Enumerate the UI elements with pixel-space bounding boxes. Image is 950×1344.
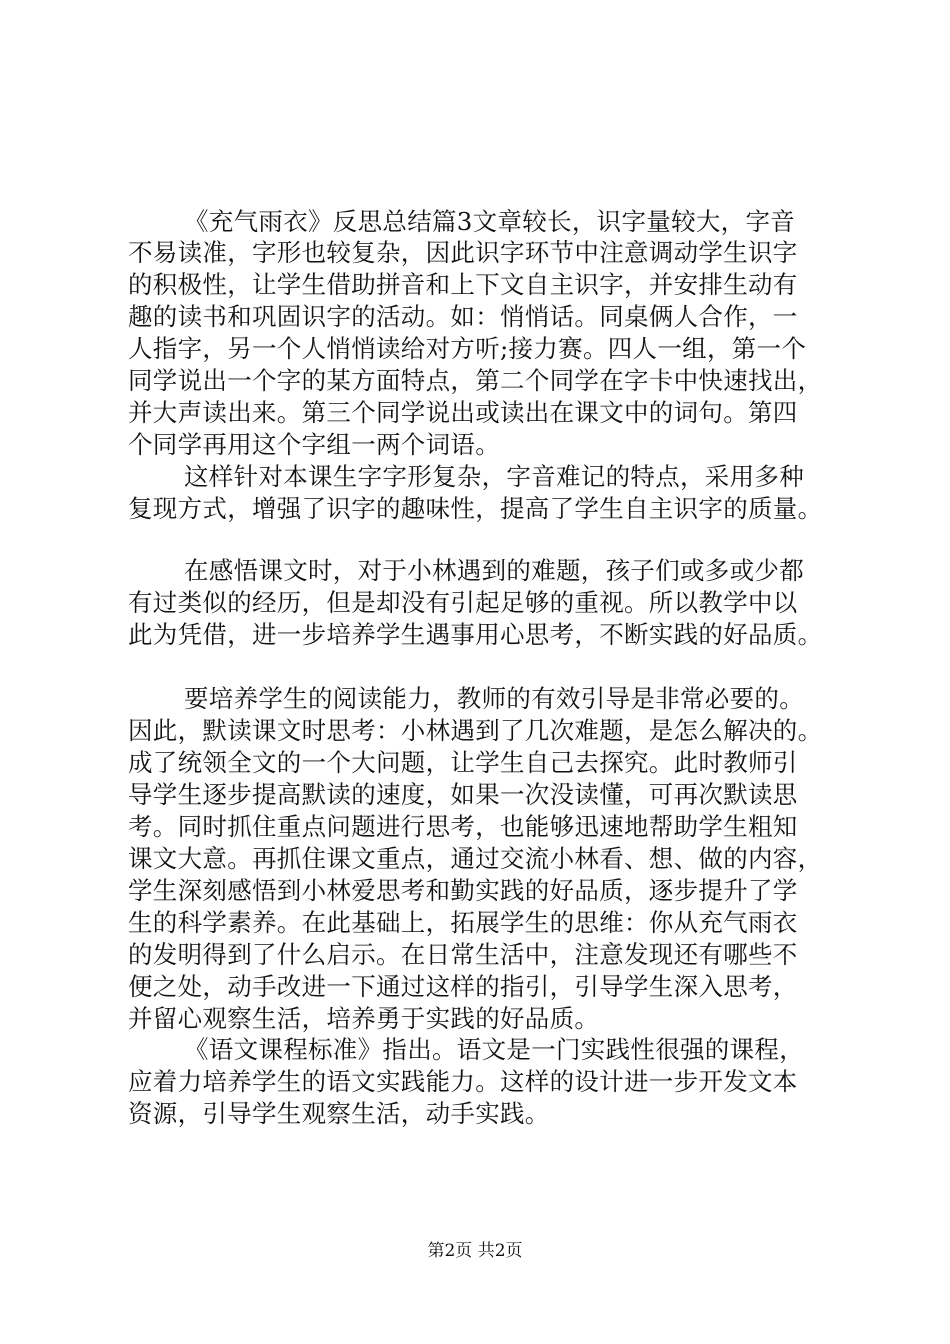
text-line: 个同学再用这个字组一两个词语。 [128, 430, 500, 459]
text-line: 并留心观察生活，培养勇于实践的好品质。 [128, 1004, 600, 1033]
text-line: 并大声读出来。第三个同学说出或读出在课文中的词句。第四 [128, 398, 798, 427]
text-line: 这样针对本课生字字形复杂，字音难记的特点，采用多种 [184, 462, 804, 491]
text-line: 学生深刻感悟到小林爱思考和勤实践的好品质，逐步提升了学 [128, 876, 798, 905]
text-line: 《语文课程标准》指出。语文是一门实践性很强的课程， [184, 1035, 804, 1064]
text-line: 不易读准，字形也较复杂，因此识字环节中注意调动学生识字 [128, 238, 798, 267]
text-line: 的发明得到了什么启示。在日常生活中，注意发现还有哪些不 [128, 940, 798, 969]
text-line: 导学生逐步提高默读的速度，如果一次没读懂，可再次默读思 [128, 780, 798, 809]
text-line: 趣的读书和巩固识字的活动。如：悄悄话。同桌俩人合作，一 [128, 302, 798, 331]
text-line: 同学说出一个字的某方面特点，第二个同学在字卡中快速找出， [128, 366, 823, 395]
page-number-footer: 第2页 共2页 [427, 1241, 523, 1261]
text-line: 在感悟课文时，对于小林遇到的难题，孩子们或多或少都 [184, 556, 804, 585]
text-line: 的积极性，让学生借助拼音和上下文自主识字，并安排生动有 [128, 270, 798, 299]
text-line: 要培养学生的阅读能力，教师的有效引导是非常必要的。 [184, 684, 804, 713]
text-line: 复现方式，增强了识字的趣味性，提高了学生自主识字的质量。 [128, 494, 823, 523]
text-line: 成了统领全文的一个大问题，让学生自己去探究。此时教师引 [128, 748, 798, 777]
text-line: 因此，默读课文时思考：小林遇到了几次难题，是怎么解决的。 [128, 716, 823, 745]
text-line: 有过类似的经历，但是却没有引起足够的重视。所以教学中以 [128, 588, 798, 617]
text-line: 此为凭借，进一步培养学生遇事用心思考，不断实践的好品质。 [128, 620, 823, 649]
text-line: 生的科学素养。在此基础上，拓展学生的思维：你从充气雨衣 [128, 908, 798, 937]
text-line: 《充气雨衣》反思总结篇3文章较长，识字量较大，字音 [184, 207, 796, 236]
text-line: 资源，引导学生观察生活，动手实践。 [128, 1099, 550, 1128]
text-line: 人指字，另一个人悄悄读给对方听;接力赛。四人一组，第一个 [128, 334, 807, 363]
text-line: 课文大意。再抓住课文重点，通过交流小林看、想、做的内容， [128, 844, 823, 873]
text-line: 便之处，动手改进一下通过这样的指引，引导学生深入思考， [128, 972, 798, 1001]
text-line: 应着力培养学生的语文实践能力。这样的设计进一步开发文本 [128, 1067, 798, 1096]
text-line: 考。同时抓住重点问题进行思考，也能够迅速地帮助学生粗知 [128, 812, 798, 841]
